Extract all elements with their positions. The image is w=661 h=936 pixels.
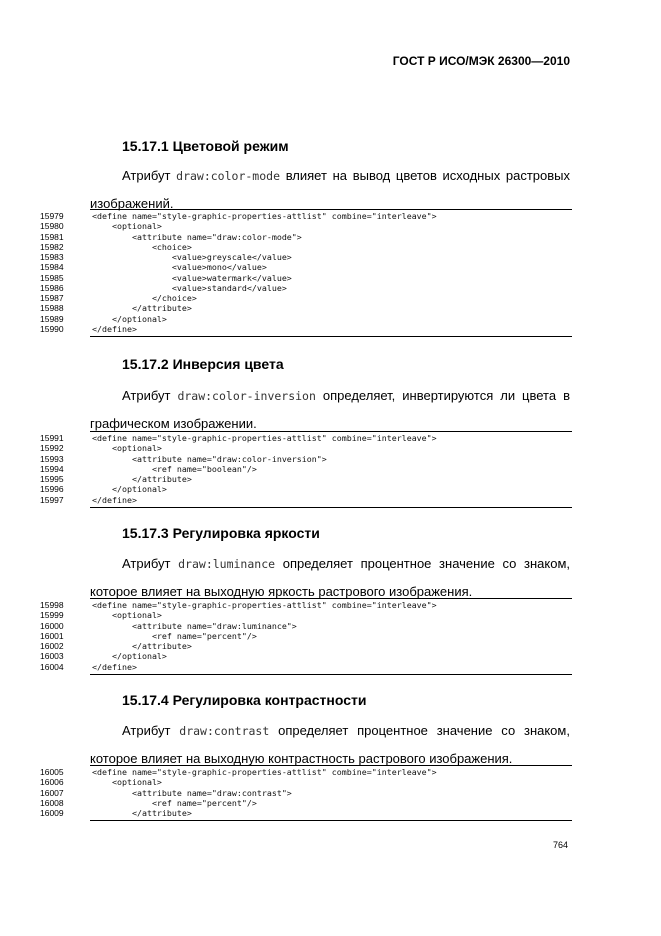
line-number: 15979 [40, 211, 64, 221]
para-text-post: определяет процентное значение со знаком, [282, 556, 570, 571]
line-number: 15984 [40, 262, 64, 273]
code-block-2 [40, 431, 572, 508]
code-bottom-rule [90, 674, 572, 675]
code-text: <choice> [92, 241, 192, 252]
code-top-rule [90, 431, 572, 432]
code-block-1 [40, 209, 572, 337]
line-number: 15995 [40, 474, 64, 484]
para-text-pre: Атрибут [122, 556, 171, 571]
line-number: 15987 [40, 293, 64, 303]
attribute-code: draw:luminance [178, 557, 276, 571]
line-number: 15980 [40, 221, 64, 232]
code-text: <value>standard</value> [92, 282, 287, 293]
line-number: 16001 [40, 630, 64, 641]
line-number: 16005 [40, 767, 64, 777]
line-number: 15991 [40, 433, 64, 443]
para-text-pre: Атрибут [122, 723, 171, 738]
line-number: 15998 [40, 600, 64, 610]
line-number: 15985 [40, 272, 64, 283]
code-text: <attribute name="draw:contrast"> [92, 787, 292, 798]
code-text: <value>watermark</value> [92, 272, 292, 283]
line-number: 16009 [40, 808, 64, 818]
section-paragraph-2 [90, 382, 570, 438]
attribute-code: draw:contrast [179, 724, 270, 738]
line-number: 15982 [40, 241, 64, 252]
para-text-line2: которое влияет на выходную контрастность растрового изображения. [90, 751, 513, 766]
para-text-post: влияет на вывод цветов исходных растровых [285, 168, 570, 183]
code-text: <optional> [92, 777, 162, 788]
code-text: <define name="style-graphic-properties-attlist" combine="interleave"> [92, 211, 437, 221]
code-text: <define name="style-graphic-properties-attlist" combine="interleave"> [92, 433, 437, 443]
code-top-rule [90, 765, 572, 766]
para-text-pre: Атрибут [122, 168, 171, 183]
code-text: <value>mono</value> [92, 262, 267, 273]
code-top-rule [90, 209, 572, 210]
code-text: </choice> [92, 293, 197, 303]
line-number: 15983 [40, 252, 64, 262]
para-text-post: определяет процентное значение со знаком, [278, 723, 570, 738]
code-text: </optional> [92, 313, 167, 324]
code-bottom-rule [90, 336, 572, 337]
line-number: 15997 [40, 494, 64, 505]
para-text-pre: Атрибут [122, 388, 171, 403]
section-title-2: 15.17.2 Инверсия цвета [122, 356, 284, 372]
code-top-rule [90, 598, 572, 599]
code-bottom-rule [90, 820, 572, 821]
code-text: </attribute> [92, 808, 192, 818]
line-number: 16000 [40, 620, 64, 631]
line-number: 15992 [40, 443, 64, 454]
code-text: </optional> [92, 484, 167, 495]
code-bottom-rule [90, 507, 572, 508]
code-text: <define name="style-graphic-properties-attlist" combine="interleave"> [92, 600, 437, 610]
code-text: </attribute> [92, 303, 192, 314]
line-number: 16004 [40, 661, 64, 672]
code-text: <ref name="boolean"/> [92, 463, 257, 474]
line-number: 16007 [40, 787, 64, 798]
code-text: </define> [92, 323, 137, 334]
code-text: </attribute> [92, 641, 192, 651]
line-number: 16006 [40, 777, 64, 788]
section-title-4: 15.17.4 Регулировка контрастности [122, 692, 367, 708]
line-number: 15999 [40, 610, 64, 621]
line-number: 16002 [40, 641, 64, 651]
attribute-code: draw:color-mode [176, 169, 280, 183]
code-text: </optional> [92, 651, 167, 662]
line-number: 16008 [40, 797, 64, 808]
attribute-code: draw:color-inversion [177, 389, 316, 403]
code-text: </define> [92, 661, 137, 672]
section-title-1: 15.17.1 Цветовой режим [122, 138, 289, 154]
code-text: <optional> [92, 610, 162, 621]
code-block-4 [40, 765, 572, 821]
document-header: ГОСТ Р ИСО/МЭК 26300—2010 [392, 54, 570, 68]
line-number: 15990 [40, 323, 64, 334]
code-text: <define name="style-graphic-properties-attlist" combine="interleave"> [92, 767, 437, 777]
code-text: </define> [92, 494, 137, 505]
code-text: <attribute name="draw:color-inversion"> [92, 453, 327, 464]
para-text-post: определяет, инвертируются ли цвета в [322, 388, 570, 403]
line-number: 16003 [40, 651, 64, 662]
code-text: <attribute name="draw:color-mode"> [92, 231, 302, 242]
line-number: 15996 [40, 484, 64, 495]
page-number: 764 [553, 840, 569, 850]
code-text: <value>greyscale</value> [92, 252, 292, 262]
line-number: 15993 [40, 453, 64, 464]
code-text: <ref name="percent"/> [92, 797, 257, 808]
para-text-line2: которое влияет на выходную яркость растрового изображения. [90, 584, 473, 599]
line-number: 15994 [40, 463, 64, 474]
line-number: 15986 [40, 282, 64, 293]
line-number: 15988 [40, 303, 64, 314]
code-text: <optional> [92, 443, 162, 454]
line-number: 15989 [40, 313, 64, 324]
code-text: <attribute name="draw:luminance"> [92, 620, 297, 631]
line-number: 15981 [40, 231, 64, 242]
code-block-3 [40, 598, 572, 675]
code-text: <ref name="percent"/> [92, 630, 257, 641]
para-text-line2: графическом изображении. [90, 416, 257, 431]
code-text: <optional> [92, 221, 162, 232]
para-text-line2: изображений. [90, 196, 174, 211]
code-text: </attribute> [92, 474, 192, 484]
section-title-3: 15.17.3 Регулировка яркости [122, 525, 320, 541]
